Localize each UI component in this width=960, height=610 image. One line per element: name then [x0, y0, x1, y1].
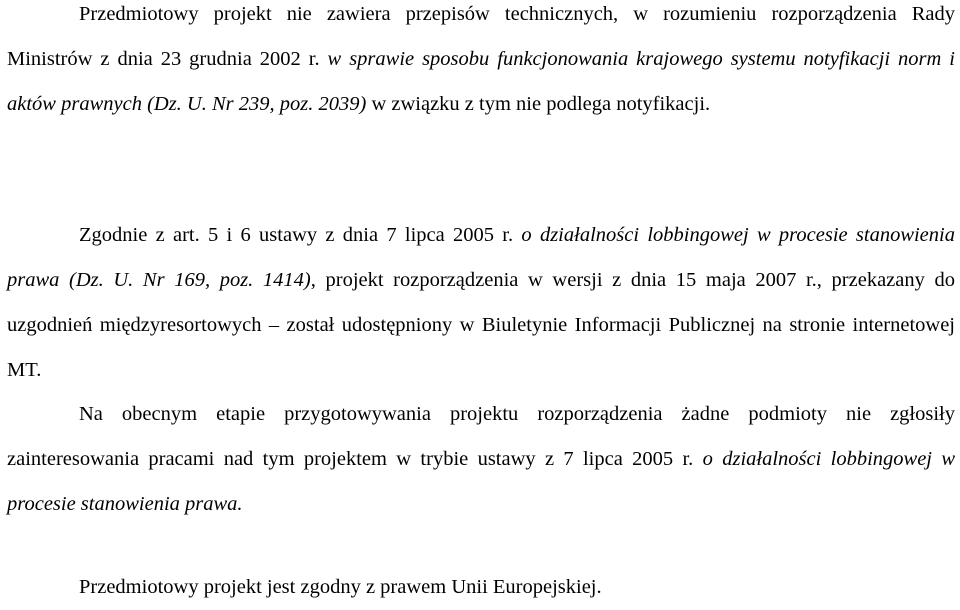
- p1-text-c: w związku z tym nie podlega notyfikacji.: [366, 93, 711, 115]
- paragraph-technical-regulations: [7, 0, 955, 127]
- p2-text-a: Zgodnie z art. 5 i 6 ustawy z dnia 7 lipca 2005 r.: [79, 224, 522, 246]
- paragraph-no-interest: [7, 392, 955, 527]
- p3-citation-italic: o działalności lobbingowej w procesie stanowienia prawa.: [7, 448, 955, 515]
- p2-text-c: , projekt rozporządzenia w wersji z dnia 15 maja 2007 r., przekazany do uzgodnień międzyresortowych – został udostępniony w Biuletynie Informacji Publicznej na stronie internetowej MT.: [7, 269, 955, 381]
- p3-text-a: Na obecnym etapie przygotowywania projektu rozporządzenia żadne podmioty nie zgłosiły zainteresowania pracami nad tym projektem w trybie ustawy z 7 lipca 2005 r.: [7, 403, 955, 470]
- p4-text-a: Przedmiotowy projekt jest zgodny z prawem Unii Europejskiej.: [79, 576, 602, 598]
- paragraph-eu-compliance: [7, 565, 955, 610]
- p1-citation-italic: w sprawie sposobu funkcjonowania krajowego systemu notyfikacji norm i aktów prawnych (Dz. U. Nr 239, poz. 2039): [7, 48, 955, 115]
- p1-text-a: Przedmiotowy projekt nie zawiera przepisów technicznych, w rozumieniu rozporządzenia Rady Ministrów z dnia 23 grudnia 2002 r.: [7, 3, 955, 70]
- p2-citation-italic: o działalności lobbingowej w procesie stanowienia prawa (Dz. U. Nr 169, poz. 1414): [7, 224, 955, 291]
- paragraph-lobbying-publication: [7, 213, 955, 393]
